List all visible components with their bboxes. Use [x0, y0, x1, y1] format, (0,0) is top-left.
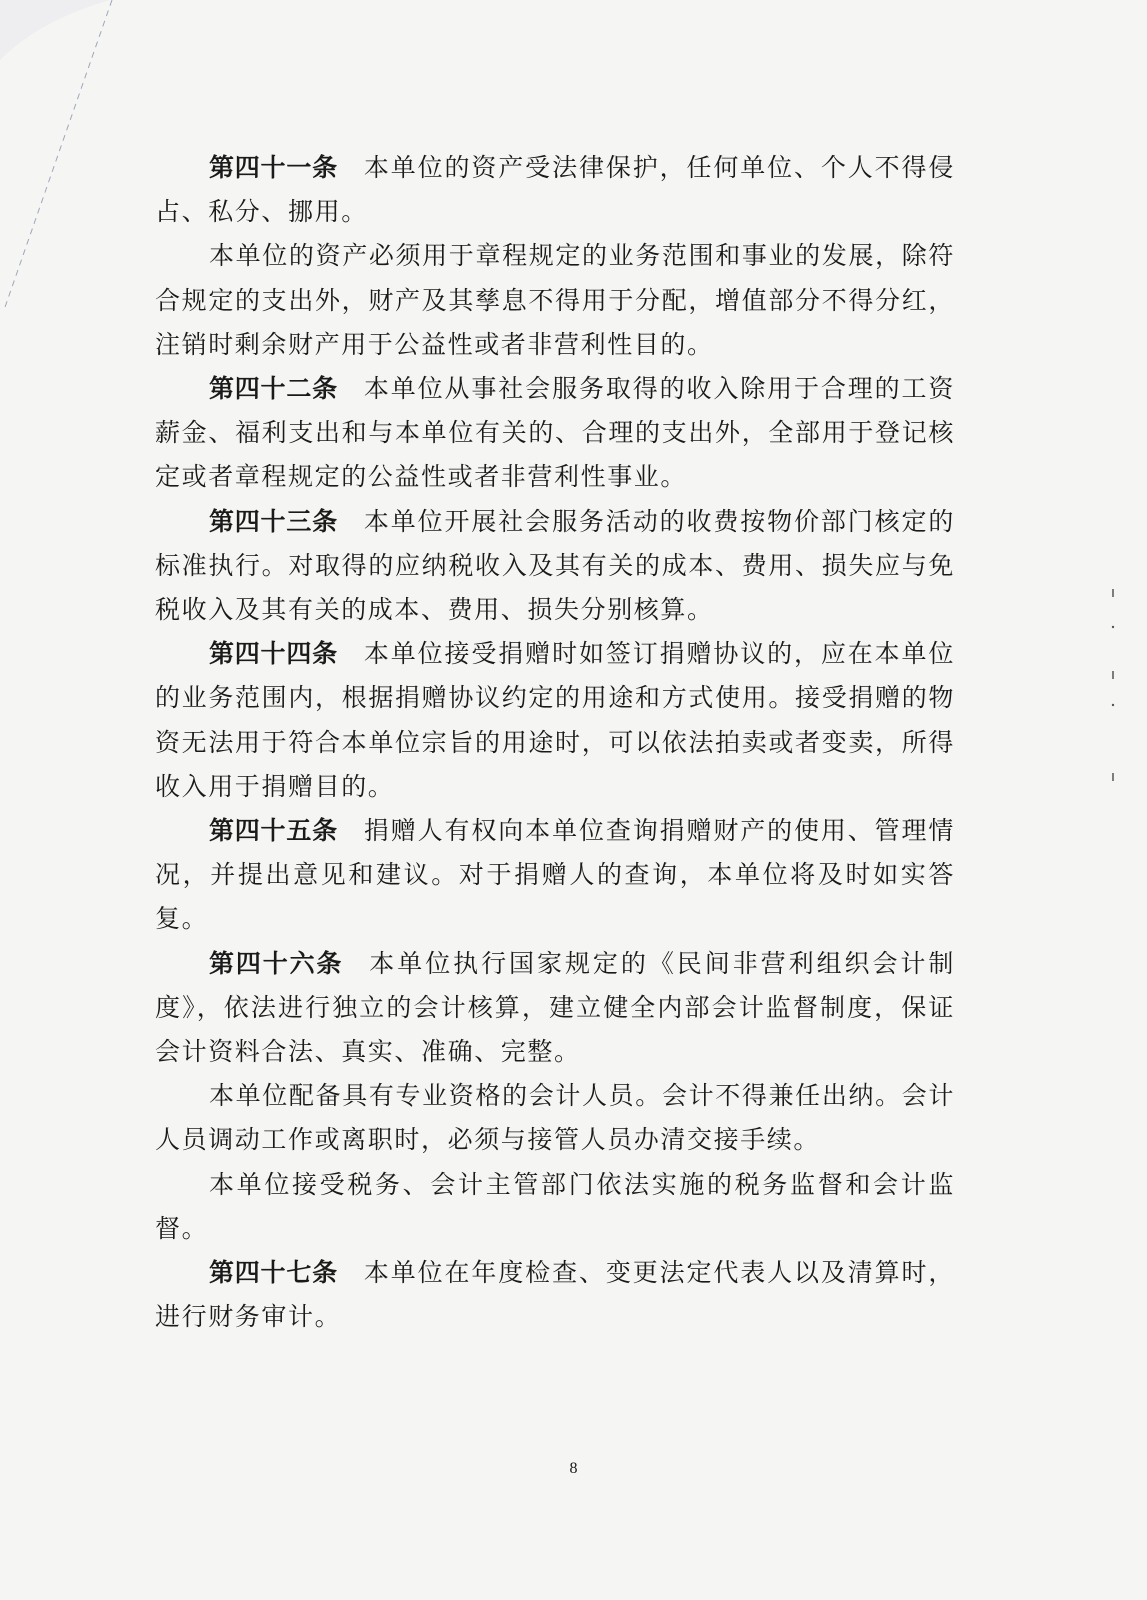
document-body — [155, 146, 955, 1339]
article-44-paragraph-1 — [155, 632, 955, 809]
article-45-paragraph-1 — [155, 809, 955, 942]
article-41-label: 第四十一条 — [209, 153, 338, 182]
article-45-text: 捐赠人有权向本单位查询捐赠财产的使用、管理情况，并提出意见和建议。对于捐赠人的查询，本单位将及时如实答复。 — [155, 816, 955, 934]
article-43-paragraph-1 — [155, 500, 955, 633]
article-43-label: 第四十三条 — [209, 506, 338, 536]
page-number: 8 — [569, 1460, 578, 1477]
article-47-text: 本单位在年度检查、变更法定代表人以及清算时，进行财务审计。 — [155, 1258, 955, 1332]
article-42-paragraph-1 — [155, 367, 955, 500]
article-46-paragraph-3: 本单位接受税务、会计主管部门依法实施的税务监督和会计监督。 — [155, 1169, 955, 1243]
article-47-label: 第四十七条 — [209, 1258, 338, 1288]
article-41-paragraph-1 — [155, 146, 955, 234]
scan-edge-artifact — [0, 0, 150, 320]
article-46-text: 本单位执行国家规定的《民间非营利组织会计制度》，依法进行独立的会计核算，建立健全内部会计监督制度，保证会计资料合法、真实、准确、完整。 — [155, 948, 955, 1067]
article-41-paragraph-2: 本单位的资产必须用于章程规定的业务范围和事业的发展，除符合规定的支出外，财产及其孳息不得用于分配，增值部分不得分红，注销时剩余财产用于公益性或者非营利性目的。 — [155, 241, 955, 359]
article-44-label: 第四十四条 — [209, 639, 338, 669]
article-43-text: 本单位开展社会服务活动的收费按物价部门核定的标准执行。对取得的应纳税收入及其有关的成本、费用、损失应与免税收入及其有关的成本、费用、损失分别核算。 — [155, 506, 955, 625]
article-47-paragraph-1 — [155, 1251, 955, 1339]
article-46-label: 第四十六条 — [209, 948, 344, 978]
article-41-text: 本单位的资产受法律保护，任何单位、个人不得侵占、私分、挪用。 — [155, 153, 955, 227]
article-42-label: 第四十二条 — [209, 374, 338, 404]
scan-margin-marks — [1108, 585, 1118, 805]
article-44-text: 本单位接受捐赠时如签订捐赠协议的，应在本单位的业务范围内，根据捐赠协议约定的用途和方式使用。接受捐赠的物资无法用于符合本单位宗旨的用途时，可以依法拍卖或者变卖，所得收入用于捐赠目的。 — [155, 639, 955, 801]
article-46-paragraph-1 — [155, 942, 955, 1075]
article-45-label: 第四十五条 — [209, 816, 338, 846]
article-46-paragraph-2: 本单位配备具有专业资格的会计人员。会计不得兼任出纳。会计人员调动工作或离职时，必须与接管人员办清交接手续。 — [155, 1081, 955, 1155]
article-42-text: 本单位从事社会服务取得的收入除用于合理的工资薪金、福利支出和与本单位有关的、合理的支出外，全部用于登记核定或者章程规定的公益性或者非营利性事业。 — [155, 374, 955, 492]
